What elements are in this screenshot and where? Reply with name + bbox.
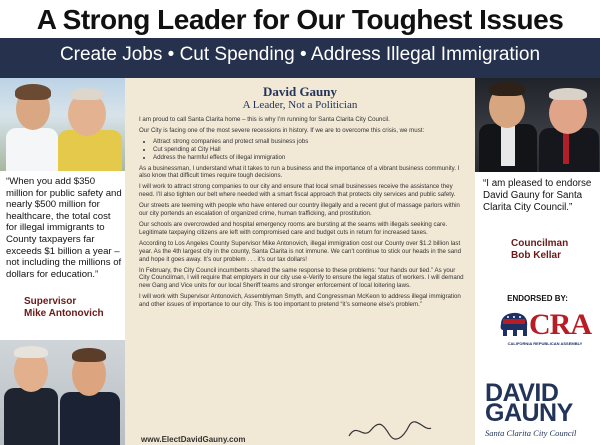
letter-paragraph: Our schools are overcrowded and hospital emergency rooms are bursting at the seams with illegals seeking care. Legitimate taxpaying citizens are left with compromised care and budget cuts in return for increased taxes. — [139, 220, 448, 236]
campaign-website-link[interactable]: www.ElectDavidGauny.com — [141, 435, 246, 444]
person-shirt — [58, 130, 122, 171]
photo-two-men-event — [475, 78, 600, 172]
person-hair — [72, 348, 106, 362]
cra-subtitle: CALIFORNIA REPUBLICAN ASSEMBLY — [507, 341, 583, 346]
headline: A Strong Leader for Our Toughest Issues — [36, 4, 564, 35]
person-hair — [70, 88, 104, 100]
banner — [0, 0, 600, 78]
right-column — [475, 78, 600, 445]
letter-paragraph: I will work with Supervisor Antonovich, Assemblyman Smyth, and Congressman McKeon to address illegal immigration and other issues of importance to our city. This is too important to pretend “it’s someone else’s problem.” — [139, 293, 461, 309]
letter-paragraph: I am proud to call Santa Clarita home – this is why I’m running for Santa Clarita City Council. — [139, 116, 390, 123]
person-shirt — [501, 126, 515, 166]
priority-list — [139, 138, 465, 162]
letter-paragraph: I will work to attract strong companies to our city and ensure that local small businesses receive the assistance they need. I’ll also tighten our belt where needed with a smart fiscal approach that protects city services and public safety. — [139, 183, 456, 199]
subline: Create Jobs • Cut Spending • Address Illegal Immigration — [59, 44, 541, 65]
person-hair — [14, 346, 48, 358]
person-hair — [489, 82, 525, 96]
person-suit — [539, 128, 599, 172]
candidate-tagline: A Leader, Not a Politician — [242, 99, 358, 111]
kellar-attribution — [511, 238, 600, 262]
kellar-quote: “I am pleased to endorse David Gauny for Santa Clarita City Council.” — [483, 178, 592, 213]
person-suit — [60, 392, 120, 445]
letter-paragraph: In February, the City Council incumbents shared the same response to these problems: “our hands our tied.” As your City Councilman, I will require that employers in our city use e-Verify to ensure the legal status of workers. I will demand new Gang and Vice units for our local Sheriff teams and stronger enforcement of local loitering laws. — [139, 266, 464, 290]
attribution-name: Bob Kellar — [511, 250, 562, 261]
priority-item: • Address the harmful effects of illegal immigration — [153, 154, 465, 162]
letter-body — [139, 116, 465, 312]
person-hair — [15, 84, 51, 100]
letter-paragraph: Our streets are teeming with people who have entered our country illegally and a recent glut of massage parlors within our city portends an escalation of organized crime, human trafficking, and prostitution. — [139, 202, 460, 218]
person-hair — [549, 88, 587, 100]
priority-item: • Attract strong companies and protect small business jobs — [153, 138, 465, 146]
candidate-name: David Gauny — [262, 84, 338, 99]
person-suit — [4, 388, 58, 445]
logo-first-name: DAVID — [485, 379, 559, 407]
attribution-title: Councilman — [511, 238, 569, 249]
candidate-letter — [125, 78, 475, 445]
cra-letters: CRA — [529, 308, 591, 341]
photo-two-men-outdoors — [0, 78, 125, 171]
endorsed-by-label: ENDORSED BY: — [507, 294, 568, 303]
attribution-name: Mike Antonovich — [24, 308, 104, 319]
letter-paragraph: Our City is facing one of the most severe recessions in history. If we are to overcome this crisis, we must: — [139, 126, 425, 134]
person-tie — [563, 132, 569, 164]
logo-subtitle: Santa Clarita City Council — [485, 428, 577, 438]
subline-bar — [0, 38, 600, 78]
elephant-icon — [499, 310, 529, 342]
cra-logo — [499, 308, 589, 350]
letter-paragraph: According to Los Angeles County Supervisor Mike Antonovich, illegal immigration cost our County over $1.2 billion last year. As the 4th largest city in the county, Santa Clarita is not immune. We can’t continue to stick our heads in the sand and hope it goes away. It’s our problem . . . it’s our tax dollars! — [139, 239, 461, 263]
priority-item: • Cut spending at City Hall — [153, 146, 465, 154]
signature-icon — [345, 418, 435, 444]
photo-two-men-suits — [0, 340, 125, 445]
letter-paragraph: As a businessman, I understand what it takes to run a business and the importance of a vibrant business community. I also know that difficult times require tough decisions. — [139, 164, 460, 180]
attribution-title: Supervisor — [24, 296, 77, 307]
logo-last-name: GAUNY — [485, 399, 573, 427]
antonovich-attribution — [24, 296, 124, 320]
left-column — [0, 78, 125, 445]
antonovich-quote: “When you add $350 million for public safety and nearly $500 million for healthcare, the total cost for illegal immigrants to County taxpayers far exceeds $1 billion a year – not including the millions of dollars for education.” — [6, 176, 122, 280]
person-shirt — [6, 128, 58, 171]
